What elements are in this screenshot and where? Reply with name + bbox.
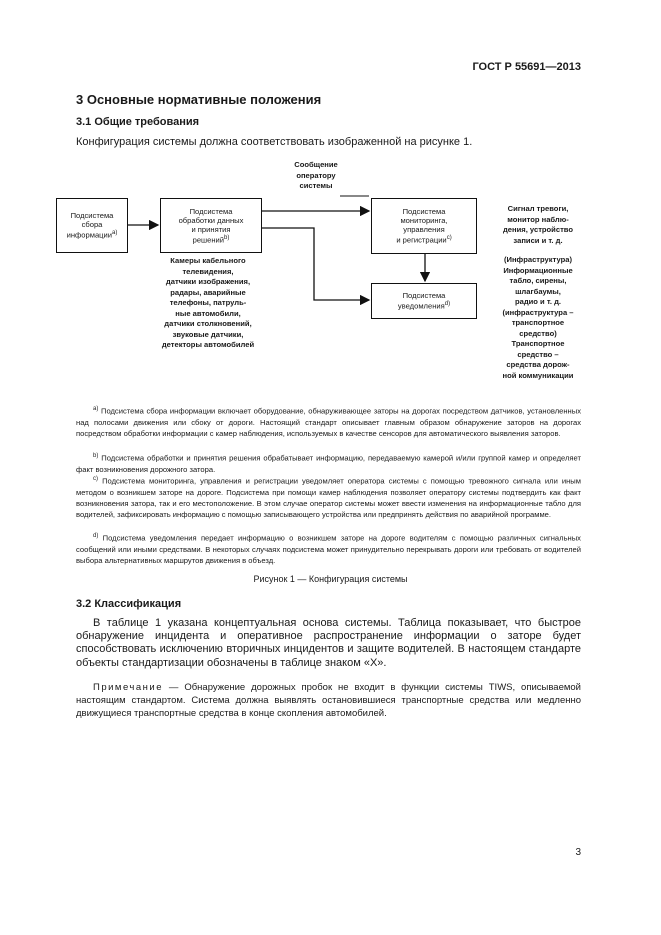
infra-line: (инфраструктура – <box>502 307 574 317</box>
infra-line: (Инфраструктура) <box>503 255 572 264</box>
infra-line: Сигнал тревоги, <box>507 204 569 213</box>
footnote-text: Подсистема мониторинга, управления и регистрации уведомляет оператора системы с помощью тревожного сигнала или иным методом о возникшем заторе на дороге. Подсистема при помощи камер наблюдения позволяет оператору системы подтвердить как факт возникновения затора, так и его местоположение. В этом случае оператор системы может ввести изменения на информационные табло для водителей, зафиксировать информацию с помощью записывающего устройства или предпринять действия по аварийной программе. <box>76 476 581 520</box>
box-line: Подсистема <box>70 211 114 221</box>
section-3-2-text: В таблице 1 указана концептуальная основа системы. Таблица показывает, что быстрое обнаружение инцидента и оперативное распространение информации о заторе будет способствовать исключению вторичных инцидентов и защите водителей. В настоящем стандарте объекты стандартизации обозначены в таблице знаком «Х». <box>76 617 581 669</box>
arrow-box2-to-box4 <box>262 228 369 300</box>
operator-message-line: системы <box>299 181 333 190</box>
box-line: управления <box>403 225 445 235</box>
section-3-1-heading: 3.1 Общие требования <box>76 116 200 128</box>
box-monitoring-control <box>371 198 477 254</box>
footnote-marker: c) <box>446 235 452 242</box>
box-line: и принятия <box>191 224 231 234</box>
footnote-d <box>76 531 581 566</box>
footnote-marker: d) <box>93 533 99 539</box>
footnote-marker: c) <box>93 476 98 482</box>
note-text: — Обнаружение дорожных пробок не входит в функции системы TIWS, описываемой настоящим стандартом. Система должна выявлять остановившиеся транспортные средства или медленно движущиеся транспортные средства в конце скопления автомобилей. <box>76 682 581 719</box>
operator-message-line: Сообщение <box>294 160 338 169</box>
page-number: 3 <box>575 847 581 858</box>
infra-line: средства дорож- <box>506 360 570 369</box>
footnote-text: Подсистема сбора информации включает оборудование, обнаруживающее заторы на дорогах посредством датчиков, установленных над полосами движения или сбоку от дороги. Настоящий стандарт описывает главным образом обнаружение заторов на дорогах посредством обработки информации с камер наблюдения, используемых в качестве сенсоров для автоматического выявления заторов. <box>76 406 581 438</box>
footnote-marker: d) <box>444 301 451 308</box>
footnote-marker: b) <box>93 453 99 459</box>
section-3-2-heading: 3.2 Классификация <box>76 598 182 610</box>
section-3-1-text: Конфигурация системы должна соответствовать изображенной на рисунке 1. <box>76 136 473 148</box>
box-line: Подсистема <box>189 206 233 216</box>
infra-line: Транспортное <box>511 339 565 348</box>
infra-line: Информационные <box>503 265 573 275</box>
sensor-line: датчики изображения, <box>165 277 251 286</box>
infra-line: радио и т. д. <box>514 297 562 306</box>
infra-line: ной коммуникации <box>502 370 574 380</box>
sensor-line: датчики столкновений, <box>164 319 252 328</box>
footnote-text: Подсистема обработки и принятия решения обрабатывает информацию, передаваемую камерой и/или группой камер и определяет факт возникновения дорожного затора. <box>76 453 581 474</box>
box-line: и регистрации <box>396 235 447 245</box>
infra-line: монитор наблю- <box>507 214 569 224</box>
infra-line: шлагбаумы, <box>515 286 561 296</box>
footnote-c <box>76 474 581 520</box>
operator-message-label <box>276 160 356 192</box>
infra-line: записи и т. д. <box>513 235 563 245</box>
box-line: информации <box>66 230 113 240</box>
note-paragraph <box>76 681 581 720</box>
sensor-line: Камеры кабельного <box>170 256 246 265</box>
box-data-processing <box>160 198 262 253</box>
box-line: мониторинга, <box>400 216 448 226</box>
box-line: Подсистема <box>402 207 446 217</box>
box-line: сбора <box>81 220 103 230</box>
infra-spacer <box>476 246 600 255</box>
standard-designation: ГОСТ Р 55691—2013 <box>472 61 581 73</box>
operator-message-line: оператору <box>296 170 336 180</box>
box-line: Подсистема <box>402 291 446 301</box>
sensors-list <box>150 256 266 351</box>
footnote-text: Подсистема уведомления передает информацию о возникшем заторе на дороге водителям с помощью различных сигнальных сообщений или иными средствами. В некоторых случаях подсистема может принудительно перекрывать дороги или требовать от водителей выбора альтернативных маршрутов движения в объезд. <box>76 533 581 565</box>
sensor-line: радары, аварийные <box>170 287 246 297</box>
infra-line: средство – <box>517 349 559 359</box>
footnote-a <box>76 404 581 439</box>
infrastructure-column <box>476 204 600 381</box>
footnote-b <box>76 451 581 475</box>
sensor-line: ные автомобили, <box>175 308 241 318</box>
sensor-line: телевидения, <box>182 266 234 276</box>
box-line: решений <box>192 235 225 245</box>
infra-line: транспортное <box>511 318 565 327</box>
sensor-line: телефоны, патруль- <box>169 298 247 307</box>
section-3-heading: 3 Основные нормативные положения <box>76 92 322 107</box>
figure-1-diagram <box>0 0 661 400</box>
sensor-line: детекторы автомобилей <box>161 340 255 349</box>
box-information-collection <box>56 198 128 253</box>
infra-line: табло, сирены, <box>509 276 567 285</box>
footnote-marker: а) <box>93 406 99 412</box>
figure-caption: Рисунок 1 — Конфигурация системы <box>253 574 408 584</box>
infra-line: дения, устройство <box>502 225 574 234</box>
note-label: Примечание <box>93 682 163 693</box>
box-line: уведомления <box>397 301 445 311</box>
sensor-line: звуковые датчики, <box>172 329 244 339</box>
footnote-marker: b) <box>224 234 230 241</box>
footnote-marker: а) <box>112 230 118 237</box>
box-notification <box>371 283 477 319</box>
infra-line: средство) <box>519 328 557 338</box>
box-line: обработки данных <box>178 215 244 225</box>
